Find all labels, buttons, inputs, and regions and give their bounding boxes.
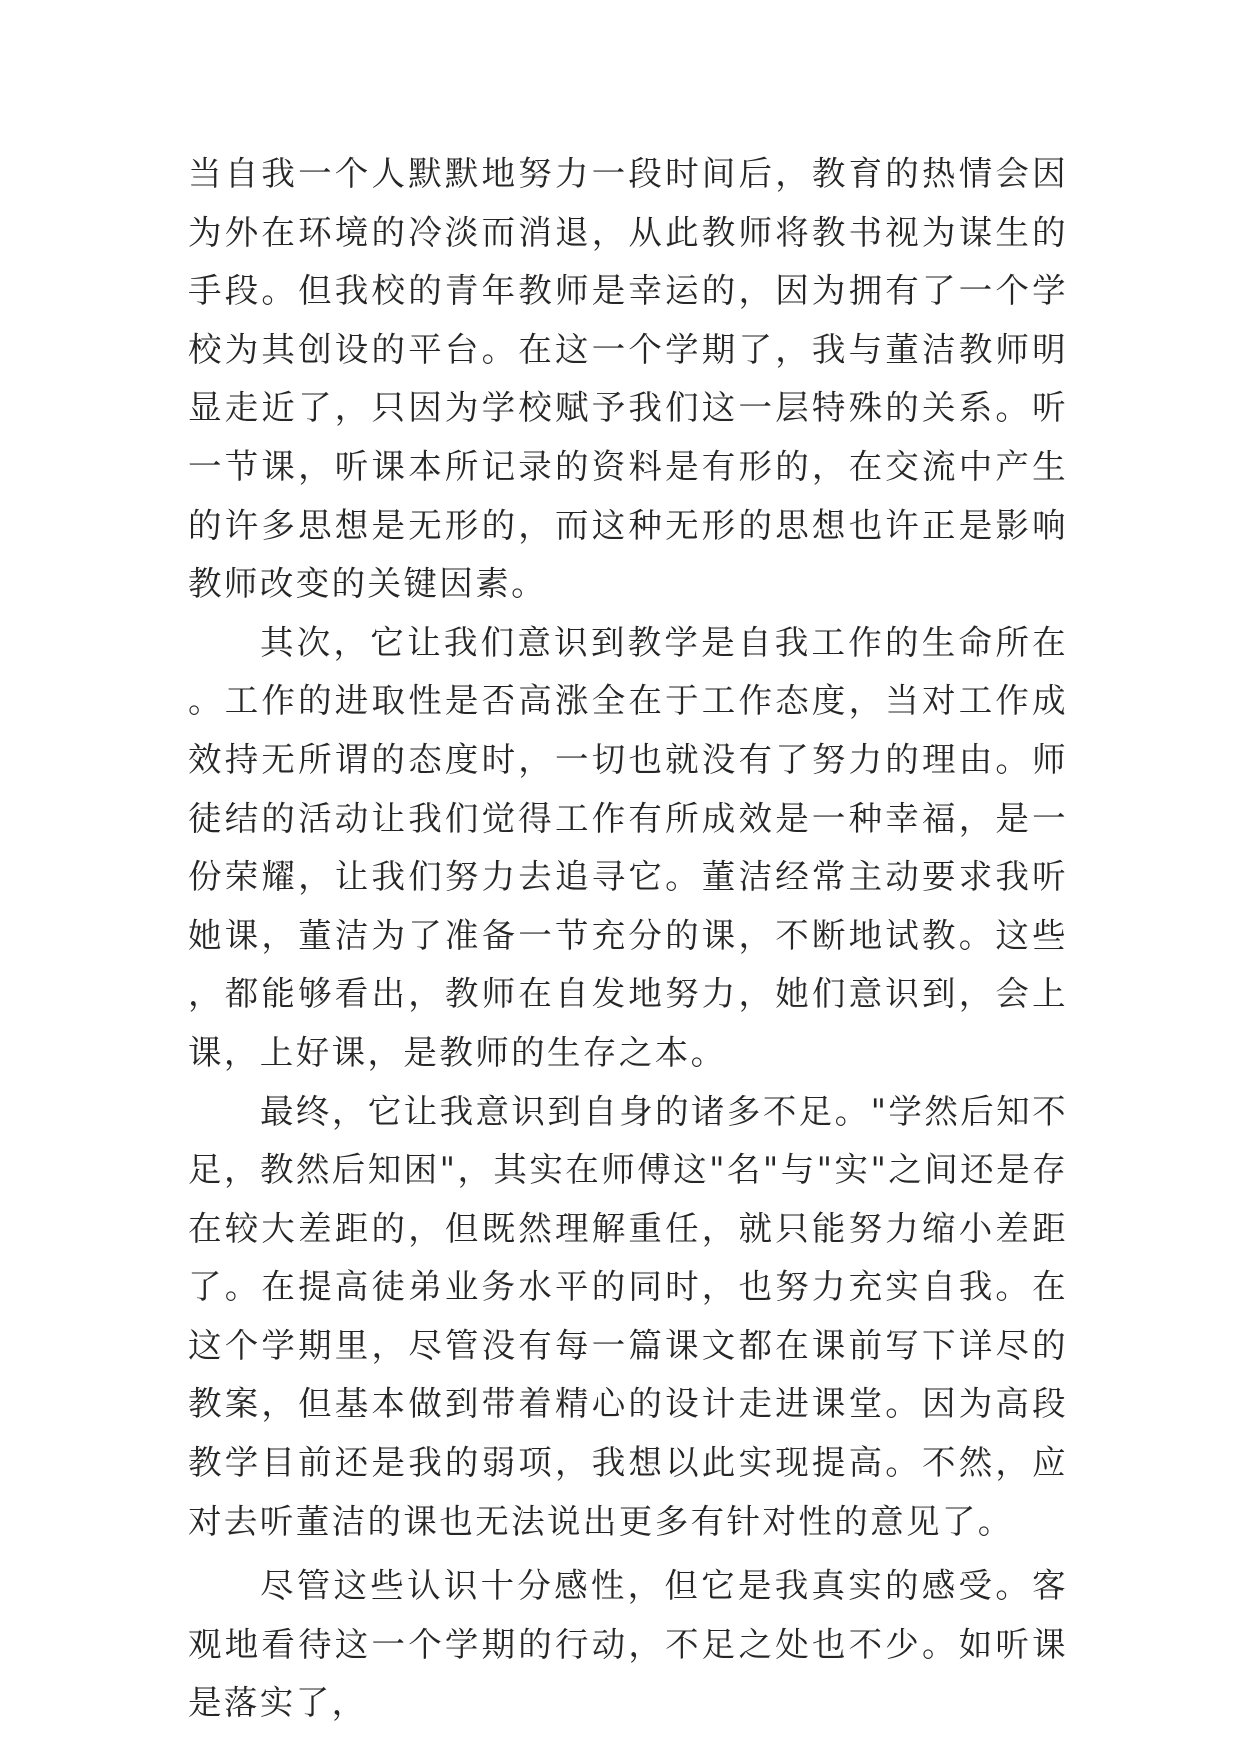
paragraph-3: 最终，它让我意识到自身的诸多不足。"学然后知不足，教然后知困"，其实在师傅这"名"与"实"之间还是存在较大差距的，但既然理解重任，就只能努力缩小差距了。在提高徒弟业务水平的同时，也努力充实自我。在这个学期里，尽管没有每一篇课文都在课前写下详尽的教案，但基本做到带着精心的设计走进课堂。因为高段教学目前还是我的弱项，我想以此实现提高。不然，应对去听董洁的课也无法说出更多有针对性的意见了。 xyxy=(188,1091,1068,1541)
paragraph-4: 尽管这些认识十分感性，但它是我真实的感受。客观地看待这一个学期的行动，不足之处也不少。如听课是落实了， xyxy=(188,1566,1068,1723)
paragraph-2: 其次，它让我们意识到教学是自我工作的生命所在。工作的进取性是否高涨全在于工作态度，当对工作成效持无所谓的态度时，一切也就没有了努力的理由。师徒结的活动让我们觉得工作有所成效是一种幸福，是一份荣耀，让我们努力去追寻它。董洁经常主动要求我听她课，董洁为了准备一节充分的课，不断地试教。这些，都能够看出，教师在自发地努力，她们意识到，会上课，上好课，是教师的生存之本。 xyxy=(188,622,1068,1072)
document-body xyxy=(188,145,1068,1733)
paragraph-1: 当自我一个人默默地努力一段时间后，教育的热情会因为外在环境的冷淡而消退，从此教师将教书视为谋生的手段。但我校的青年教师是幸运的，因为拥有了一个学校为其创设的平台。在这一个学期了，我与董洁教师明显走近了，只因为学校赋予我们这一层特殊的关系。听一节课，听课本所记录的资料是有形的，在交流中产生的许多思想是无形的，而这种无形的思想也许正是影响教师改变的关键因素。 xyxy=(188,154,1068,604)
